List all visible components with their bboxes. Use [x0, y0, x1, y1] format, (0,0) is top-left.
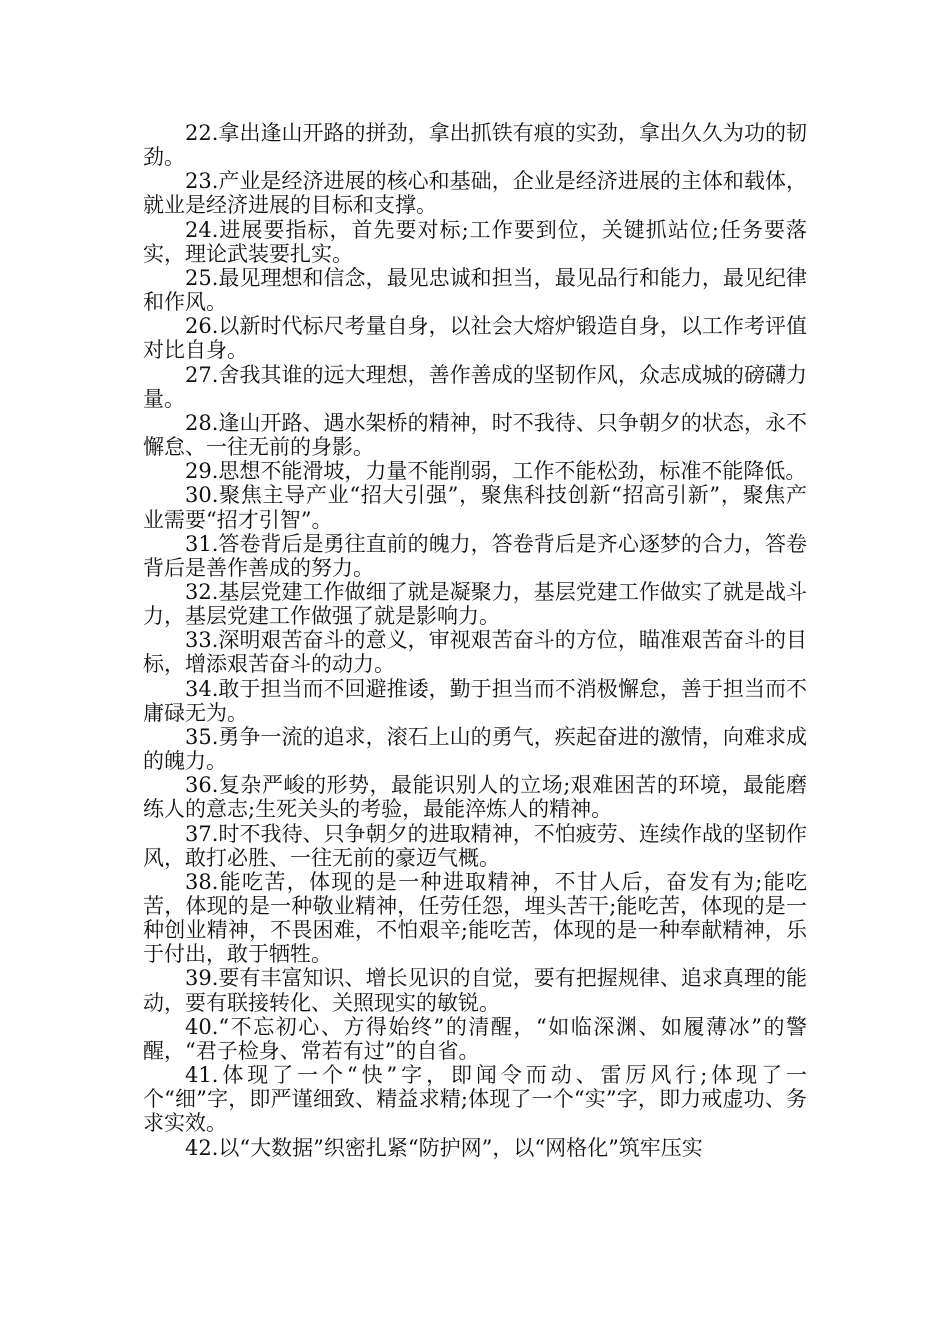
paragraph-34: 34.敢于担当而不回避推诿，勤于担当而不消极懈怠，善于担当而不庸碌无为。	[143, 676, 807, 725]
paragraph-37: 37.时不我待、只争朝夕的进取精神，不怕疲劳、连续作战的坚韧作风，敢打必胜、一往无前的豪迈气概。	[143, 821, 807, 870]
paragraph-29: 29.思想不能滑坡，力量不能削弱，工作不能松劲，标准不能降低。	[185, 459, 807, 484]
paragraph-26: 26.以新时代标尺考量自身，以社会大熔炉锻造自身，以工作考评值对比自身。	[143, 314, 807, 363]
paragraph-36: 36.复杂严峻的形势，最能识别人的立场;艰难困苦的环境，最能磨练人的意志;生死关头的考验，最能淬炼人的精神。	[143, 773, 807, 822]
paragraph-38: 38.能吃苦，体现的是一种进取精神，不甘人后，奋发有为;能吃苦，体现的是一种敬业精神，任劳任怨，埋头苦干;能吃苦，体现的是一种创业精神，不畏困难，不怕艰辛;能吃苦，体现的是一种奉献精神，乐于付出，敢于牺牲。	[143, 869, 807, 967]
paragraph-27: 27.舍我其谁的远大理想，善作善成的坚韧作风，众志成城的磅礴力量。	[143, 362, 807, 411]
document-body	[143, 121, 807, 1160]
paragraph-30: 30.聚焦主导产业“招大引强”，聚焦科技创新“招高引新”，聚焦产业需要“招才引智”。	[143, 483, 807, 532]
paragraph-28: 28.逢山开路、遇水架桥的精神，时不我待、只争朝夕的状态，永不懈怠、一往无前的身影。	[143, 410, 807, 460]
paragraph-40: 40.“不忘初心、方得始终”的清醒，“如临深渊、如履薄冰”的警醒，“君子检身、常若有过”的自省。	[143, 1014, 807, 1063]
paragraph-33: 33.深明艰苦奋斗的意义，审视艰苦奋斗的方位，瞄准艰苦奋斗的目标，增添艰苦奋斗的动力。	[143, 628, 807, 677]
paragraph-41: 41.体现了一个“快”字，即闻令而动、雷厉风行;体现了一个“细”字，即严谨细致、精益求精;体现了一个“实”字，即力戒虚功、务求实效。	[143, 1063, 807, 1136]
paragraph-23: 23.产业是经济进展的核心和基础，企业是经济进展的主体和载体，就业是经济进展的目标和支撑。	[143, 169, 807, 218]
paragraph-24: 24.进展要指标，首先要对标;工作要到位，关键抓站位;任务要落实，理论武装要扎实。	[143, 217, 807, 266]
paragraph-39: 39.要有丰富知识、增长见识的自觉，要有把握规律、追求真理的能动，要有联接转化、关照现实的敏锐。	[143, 966, 807, 1015]
paragraph-32: 32.基层党建工作做细了就是凝聚力，基层党建工作做实了就是战斗力，基层党建工作做强了就是影响力。	[143, 579, 807, 629]
paragraph-42: 42.以“大数据”织密扎紧“防护网”，以“网格化”筑牢压实	[185, 1135, 703, 1160]
paragraph-22: 22.拿出逢山开路的拼劲，拿出抓铁有痕的实劲，拿出久久为功的韧劲。	[143, 121, 807, 170]
paragraph-31: 31.答卷背后是勇往直前的魄力，答卷背后是齐心逐梦的合力，答卷背后是善作善成的努力。	[143, 531, 807, 580]
paragraph-35: 35.勇争一流的追求，滚石上山的勇气，疾起奋进的激情，向难求成的魄力。	[143, 724, 807, 774]
paragraph-25: 25.最见理想和信念，最见忠诚和担当，最见品行和能力，最见纪律和作风。	[143, 265, 807, 315]
